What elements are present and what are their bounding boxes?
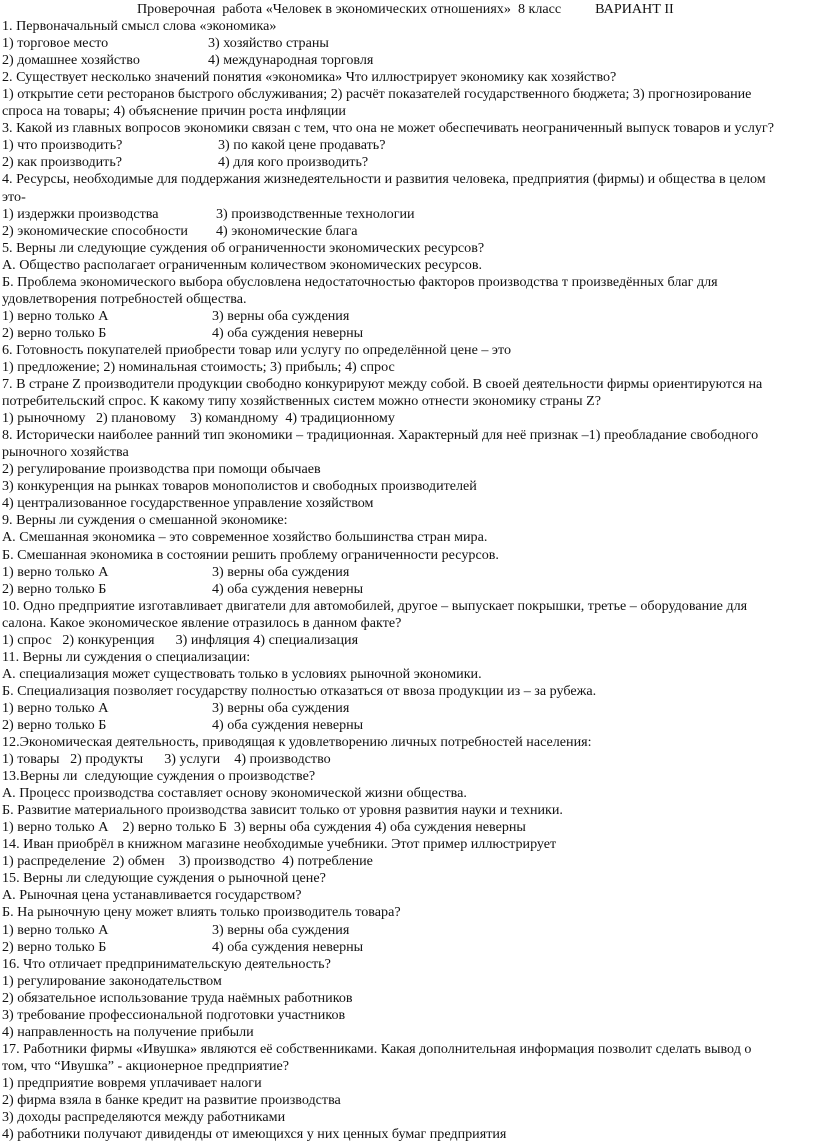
answer-option: 3) верны оба суждения [212,307,350,324]
variant-label: ВАРИАНТ II [595,1,674,17]
text-line [2,564,814,581]
text-line: 8. Исторически наиболее ранний тип экономики – традиционная. Характерный для неё признак –1) преобладание свободного [2,427,759,444]
text-line: удовлетворения потребностей общества. [2,290,247,307]
text-line: А. специализация может существовать только в условиях рыночной экономики. [2,665,482,682]
text-line: это- [2,188,26,205]
text-line: 1) верно только А 2) верно только Б 3) верны оба суждения 4) оба суждения неверны [2,819,526,836]
text-line: 4) направленность на получение прибыли [2,1023,254,1040]
text-line [2,137,814,154]
answer-option: 3) производственные технологии [216,205,415,222]
text-line: 1) предприятие вовремя уплачивает налоги [2,1074,262,1091]
text-line: 4) работники получают дивиденды от имеющихся у них ценных бумаг предприятия [2,1126,507,1143]
text-line: 5. Верны ли следующие суждения об ограниченности экономических ресурсов? [2,239,485,256]
text-line: Б. Смешанная экономика в состоянии решить проблему ограниченности ресурсов. [2,546,499,563]
text-line: 11. Верны ли суждения о специализации: [2,648,251,665]
answer-option: 3) хозяйство страны [208,35,329,52]
text-line: 14. Иван приобрёл в книжном магазине необходимые учебники. Этот пример иллюстрирует [2,836,557,853]
text-line: 4) централизованное государственное управление хозяйством [2,495,374,512]
text-line: 3. Какой из главных вопросов экономики связан с тем, что она не может обеспечивать неограниченный выпуск товаров и услуг? [2,120,774,137]
answer-option: 3) верны оба суждения [212,563,350,580]
text-line: 1) открытие сети ресторанов быстрого обслуживания; 2) расчёт показателей государственного бюджета; 3) прогнозирование [2,86,752,103]
text-line [2,717,814,734]
answer-option: 4) оба суждения неверны [212,580,364,597]
text-line: 3) требование профессиональной подготовки участников [2,1006,346,1023]
answer-option: 3) верны оба суждения [212,699,350,716]
answer-option: 2) экономические способности [2,222,188,239]
answer-option: 2) верно только Б [2,938,107,955]
answer-option: 2) верно только Б [2,716,107,733]
answer-option: 1) верно только А [2,563,109,580]
text-line: 9. Верны ли суждения о смешанной экономике: [2,512,288,529]
answer-option: 1) верно только А [2,699,109,716]
text-line [2,206,814,223]
text-line: 1) товары 2) продукты 3) услуги 4) производство [2,751,331,768]
worksheet-title: Проверочная работа «Человек в экономических отношениях» 8 класс [137,1,562,17]
text-line: 2) обязательное использование труда наёмных работников [2,989,353,1006]
text-line: 13.Верны ли следующие суждения о производстве? [2,768,316,785]
text-line: 2) регулирование производства при помощи обычаев [2,461,321,478]
text-line: 10. Одно предприятие изготавливает двигатели для автомобилей, другое – выпускает покрышки, третье – оборудование для [2,597,748,614]
text-line: 7. В стране Z производители продукции свободно конкурируют между собой. В своей деятельности фирмы ориентируются на [2,376,763,393]
answer-option: 1) торговое место [2,35,109,52]
text-line [2,581,814,598]
text-line: А. Общество располагает ограниченным количеством экономических ресурсов. [2,256,483,273]
question-list [2,18,814,1143]
text-line [2,325,814,342]
answer-option: 4) оба суждения неверны [212,938,364,955]
text-line: Б. Развитие материального производства зависит только от уровня развития науки и техники. [2,802,563,819]
text-line [2,52,814,69]
text-line: 3) конкуренция на рынках товаров монополистов и свободных производителей [2,478,477,495]
answer-option: 2) верно только Б [2,580,107,597]
text-line: 1) спрос 2) конкуренция 3) инфляция 4) специализация [2,631,359,648]
answer-option: 2) домашнее хозяйство [2,52,140,69]
text-line: А. Рыночная цена устанавливается государством? [2,887,302,904]
text-line [2,35,814,52]
text-line: 12.Экономическая деятельность, приводящая к удовлетворению личных потребностей населения: [2,734,592,751]
text-line: Б. Специализация позволяет государству полностью отказаться от ввоза продукции из – за рубежа. [2,682,597,699]
answer-option: 4) международная торговля [208,52,374,69]
answer-option: 1) верно только А [2,921,109,938]
text-line: 4. Ресурсы, необходимые для поддержания жизнедеятельности и развития человека, предприятия (фирмы) и общества в целом [2,171,766,188]
text-line: Б. На рыночную цену может влиять только производитель товара? [2,904,401,921]
answer-option: 2) верно только Б [2,324,107,341]
text-line: 15. Верны ли следующие суждения о рыночной цене? [2,870,326,887]
text-line: 3) доходы распределяются между работниками [2,1109,286,1126]
text-line [2,939,814,956]
text-line [2,223,814,240]
answer-option: 4) для кого производить? [218,154,369,171]
answer-option: 1) издержки производства [2,205,159,222]
answer-option: 4) экономические блага [216,222,358,239]
text-line: 17. Работники фирмы «Ивушка» являются её собственниками. Какая дополнительная информация позволит сделать вывод о [2,1040,752,1057]
text-line: 1) рыночному 2) плановому 3) командному 4) традиционному [2,410,395,427]
text-line: потребительский спрос. К какому типу хозяйственных систем можно отнести экономику страны Z? [2,393,601,410]
answer-option: 4) оба суждения неверны [212,716,364,733]
worksheet-header [2,1,814,18]
text-line: том, что “Ивушка” - акционерное предприятие? [2,1057,290,1074]
worksheet [2,1,814,1143]
answer-option: 1) что производить? [2,137,123,154]
text-line [2,154,814,171]
text-line: 1) распределение 2) обмен 3) производство 4) потребление [2,853,373,870]
text-line: 2) фирма взяла в банке кредит на развитие производства [2,1092,341,1108]
text-line: А. Смешанная экономика – это современное хозяйство большинства стран мира. [2,529,488,546]
text-line: 16. Что отличает предпринимательскую деятельность? [2,955,331,972]
text-line: 2. Существует несколько значений понятия «экономика» Что иллюстрирует экономику как хозяйство? [2,69,617,86]
answer-option: 2) как производить? [2,154,123,171]
text-line: салона. Какое экономическое явление отразилось в данном факте? [2,614,402,631]
answer-option: 3) по какой цене продавать? [218,137,386,154]
text-line: 1. Первоначальный смысл слова «экономика» [2,18,277,35]
text-line: 1) регулирование законодательством [2,972,222,989]
text-line: 1) предложение; 2) номинальная стоимость; 3) прибыль; 4) спрос [2,358,395,375]
text-line: рыночного хозяйства [2,444,129,461]
text-line [2,922,814,939]
text-line [2,700,814,717]
answer-option: 3) верны оба суждения [212,921,350,938]
answer-option: 1) верно только А [2,307,109,324]
text-line [2,308,814,325]
text-line: спроса на товары; 4) объяснение причин роста инфляции [2,103,346,120]
text-line: 6. Готовность покупателей приобрести товар или услугу по определённой цене – это [2,341,511,358]
text-line: Б. Проблема экономического выбора обусловлена недостаточностью факторов производства т произведённых благ для [2,273,718,290]
answer-option: 4) оба суждения неверны [212,324,364,341]
text-line: А. Процесс производства составляет основу экономической жизни общества. [2,785,467,802]
